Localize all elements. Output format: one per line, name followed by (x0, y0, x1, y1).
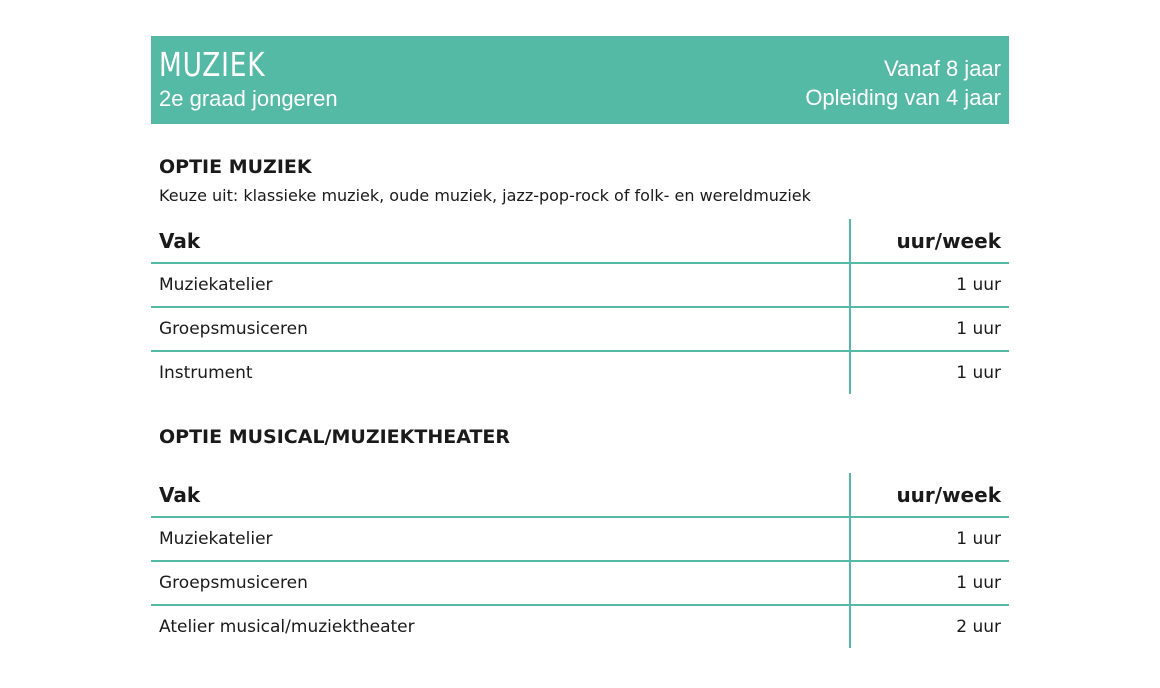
table-header-row (151, 473, 1009, 517)
subject-cell: Groepsmusiceren (151, 307, 850, 351)
column-header-hours: uur/week (850, 219, 1009, 263)
table-row (151, 561, 1009, 605)
table-row (151, 351, 1009, 394)
column-header-subject: Vak (151, 219, 850, 263)
table-row (151, 605, 1009, 648)
subject-cell: Muziekatelier (151, 517, 850, 561)
header-banner (151, 36, 1009, 124)
hours-cell: 1 uur (850, 517, 1009, 561)
subject-cell: Muziekatelier (151, 263, 850, 307)
duration-label: Opleiding van 4 jaar (805, 85, 1001, 110)
section-title-musical: OPTIE MUSICAL/MUZIEKTHEATER (159, 426, 511, 448)
course-table-muziek (151, 219, 1009, 394)
hours-cell: 1 uur (850, 351, 1009, 394)
subject-cell: Groepsmusiceren (151, 561, 850, 605)
hours-cell: 1 uur (850, 263, 1009, 307)
table-row (151, 263, 1009, 307)
table-row (151, 517, 1009, 561)
course-sheet (151, 36, 1009, 648)
column-header-hours: uur/week (850, 473, 1009, 517)
table-header-row (151, 219, 1009, 263)
hours-cell: 1 uur (850, 561, 1009, 605)
subject-cell: Instrument (159, 363, 253, 383)
table-row (151, 307, 1009, 351)
header-info (805, 54, 1001, 112)
page-title: MUZIEK (159, 45, 266, 84)
course-table-musical (151, 473, 1009, 648)
section-description: Keuze uit: klassieke muziek, oude muziek, jazz-pop-rock of folk- en wereldmuziek (159, 186, 811, 205)
hours-cell: 2 uur (850, 605, 1009, 648)
subject-cell: Atelier musical/muziektheater (159, 617, 415, 637)
section-title-muziek: OPTIE MUZIEK (159, 156, 312, 178)
hours-cell: 1 uur (850, 307, 1009, 351)
age-label: Vanaf 8 jaar (883, 56, 1001, 81)
page-subtitle: 2e graad jongeren (159, 86, 338, 111)
column-header-subject: Vak (151, 473, 850, 517)
